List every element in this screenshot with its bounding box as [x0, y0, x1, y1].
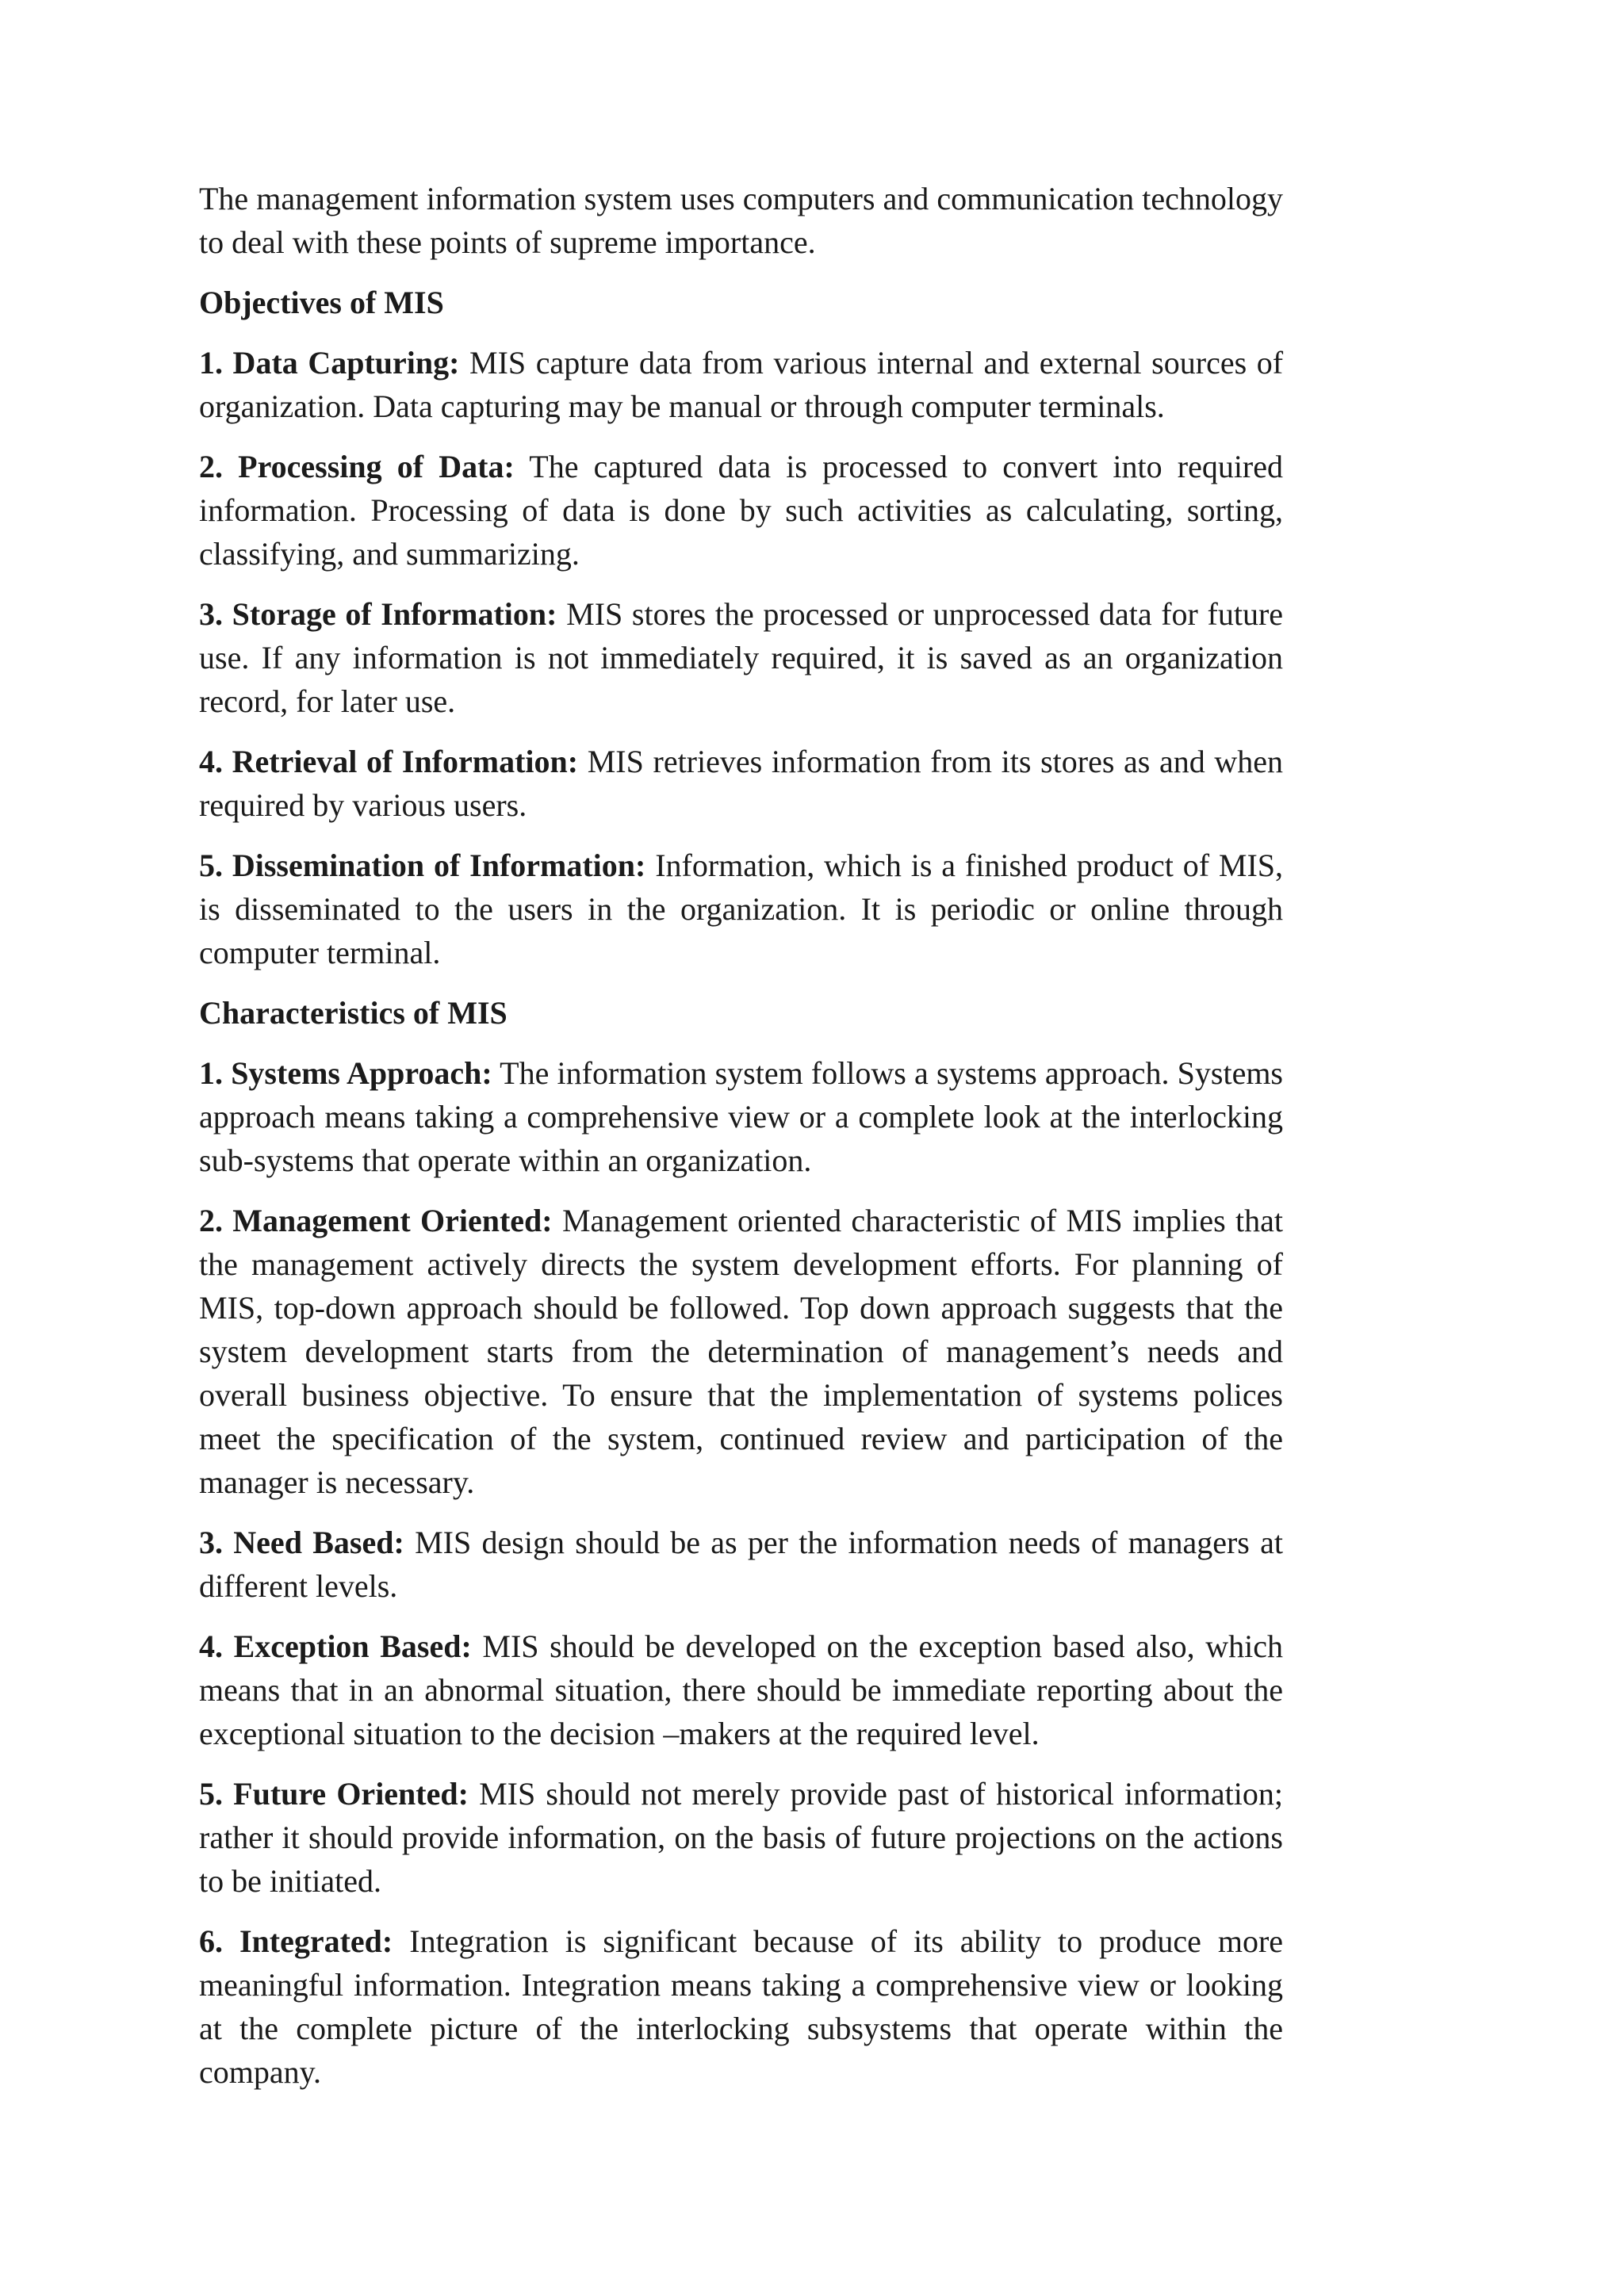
characteristic-text: MIS should not merely provide past of historical information; rather it should provide information, on the basis of future projections on the actions to be initiated. [199, 1776, 1284, 1899]
objective-item [199, 445, 1283, 576]
objective-term: 2. Processing of Data: [199, 449, 515, 484]
characteristic-text: MIS should be developed on the exception based also, which means that in an abnormal situation, there should be immediate reporting about the exceptional situation to the decision –makers at the required level. [199, 1628, 1283, 1751]
characteristic-text: MIS design should be as per the information needs of managers at different levels. [199, 1525, 1283, 1604]
characteristic-item [199, 1521, 1283, 1608]
objective-text: MIS stores the processed or unprocessed data for future use. If any information is not immediately required, it is saved as an organization record, for later use. [199, 596, 1284, 719]
objective-item [199, 341, 1283, 428]
objective-text: The captured data is processed to convert into required information. Processing of data is done by such activities as calculating, sorting, classifying, and summarizing. [199, 449, 1284, 572]
objective-item [199, 592, 1283, 723]
characteristic-term: 1. Systems Approach: [199, 1055, 492, 1091]
characteristics-heading: Characteristics of MIS [199, 995, 508, 1031]
characteristic-text: Integration is significant because of its ability to produce more meaningful information. Integration means taking a comprehensive view or looking at the complete picture of the interlocking subsystems that operate within the company. [199, 1923, 1284, 2090]
characteristic-text: The information system follows a systems approach. Systems approach means taking a comprehensive view or a complete look at the interlocking sub-systems that operate within an organization. [199, 1055, 1284, 1178]
characteristic-text: Management oriented characteristic of MIS implies that the management actively directs the system development efforts. For planning of MIS, top-down approach should be followed. Top down approach suggests that the system development starts from the determination of management’s needs and overall business objective. To ensure that the implementation of systems polices meet the specification of the system, continued review and participation of the manager is necessary. [199, 1203, 1284, 1500]
document-page [199, 177, 1283, 2110]
objectives-heading: Objectives of MIS [199, 285, 444, 320]
intro-paragraph: The management information system uses computers and communication technology to deal with these points of supreme importance. [199, 181, 1283, 260]
objective-term: 3. Storage of Information: [199, 596, 557, 632]
characteristic-item [199, 1772, 1283, 1903]
objective-text: MIS capture data from various internal and external sources of organization. Data capturing may be manual or through computer terminals. [199, 345, 1284, 424]
objective-term: 4. Retrieval of Information: [199, 744, 579, 779]
objective-text: MIS retrieves information from its stores as and when required by various users. [199, 744, 1283, 823]
objective-item [199, 844, 1283, 974]
characteristic-term: 4. Exception Based: [199, 1628, 472, 1664]
characteristic-term: 6. Integrated: [199, 1923, 393, 1959]
characteristic-term: 3. Need Based: [199, 1525, 404, 1560]
objective-term: 1. Data Capturing: [199, 345, 460, 381]
objective-item [199, 740, 1283, 827]
characteristic-item [199, 1199, 1283, 1504]
characteristic-item [199, 1051, 1283, 1182]
characteristic-term: 2. Management Oriented: [199, 1203, 553, 1238]
characteristic-item [199, 1624, 1283, 1755]
characteristic-term: 5. Future Oriented: [199, 1776, 469, 1812]
characteristic-item [199, 1919, 1283, 2094]
objective-text: Information, which is a finished product of MIS, is disseminated to the users in the organization. It is periodic or online through computer terminal. [199, 848, 1284, 970]
objective-term: 5. Dissemination of Information: [199, 848, 646, 883]
